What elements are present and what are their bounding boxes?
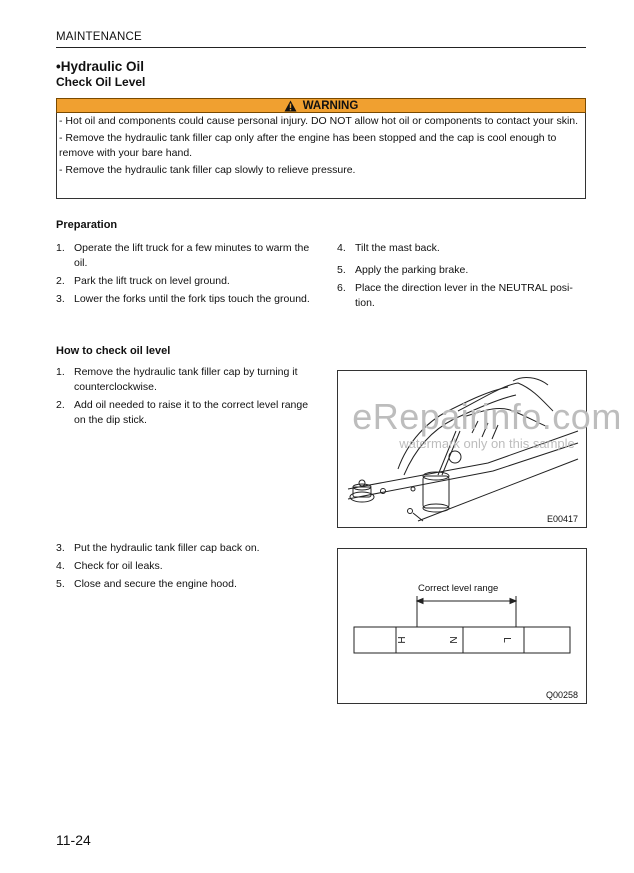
preparation-list-right <box>337 241 589 314</box>
section-header: MAINTENANCE <box>56 31 142 43</box>
figure2-code: Q00258 <box>545 690 578 700</box>
warning-banner <box>56 98 586 113</box>
warning-item: - Remove the hydraulic tank filler cap slowly to relieve pressure. <box>59 164 356 176</box>
list-item: 1. Operate the lift truck for a few minutes to warm the oil. <box>56 242 310 269</box>
figure1-code: E00417 <box>546 514 578 524</box>
dipstick-illustration <box>338 549 586 703</box>
list-item: 5. Close and secure the engine hood. <box>56 578 237 590</box>
check-steps-a <box>56 365 311 431</box>
list-item: 3. Lower the forks until the fork tips touch the ground. <box>56 293 310 305</box>
warning-item: - Hot oil and components could cause personal injury. DO NOT allow hot oil or components to contact your skin. <box>59 115 579 127</box>
preparation-list-left <box>56 241 311 310</box>
list-item: 6. Place the direction lever in the NEUTRAL posi-tion. <box>337 282 573 309</box>
check-steps-b <box>56 541 311 595</box>
page-number: 11-24 <box>56 832 91 848</box>
preparation-heading: Preparation <box>56 219 118 231</box>
warning-box <box>56 113 586 199</box>
figure-dipstick <box>337 548 587 704</box>
list-item: 2. Add oil needed to raise it to the correct level range on the dip stick. <box>56 399 309 426</box>
watermark-site: eRepairinfo.com <box>352 396 622 437</box>
header-rule <box>56 47 586 48</box>
list-item: 3. Put the hydraulic tank filler cap back on. <box>56 542 260 554</box>
watermark-note: watermark only on this sample <box>399 436 575 451</box>
watermark <box>352 398 622 452</box>
page-title: •Hydraulic Oil <box>56 59 145 74</box>
warning-label: WARNING <box>302 99 359 112</box>
check-heading: How to check oil level <box>56 345 171 357</box>
mark-h: H <box>395 636 406 644</box>
mark-n: N <box>447 636 458 644</box>
list-item: 2. Park the lift truck on level ground. <box>56 275 230 287</box>
list-item: 4. Tilt the mast back. <box>337 242 440 254</box>
warning-item: - Remove the hydraulic tank filler cap only after the engine has been stopped and the cap is cool enough to remove with your bare hand. <box>59 132 557 159</box>
range-label: Correct level range <box>418 583 499 594</box>
mark-l: L <box>501 637 512 643</box>
list-item: 4. Check for oil leaks. <box>56 560 163 572</box>
list-item: 5. Apply the parking brake. <box>337 264 469 276</box>
page-subtitle: Check Oil Level <box>56 75 146 89</box>
warning-triangle-icon <box>284 100 297 112</box>
list-item: 1. Remove the hydraulic tank filler cap by turning it counterclockwise. <box>56 366 298 393</box>
